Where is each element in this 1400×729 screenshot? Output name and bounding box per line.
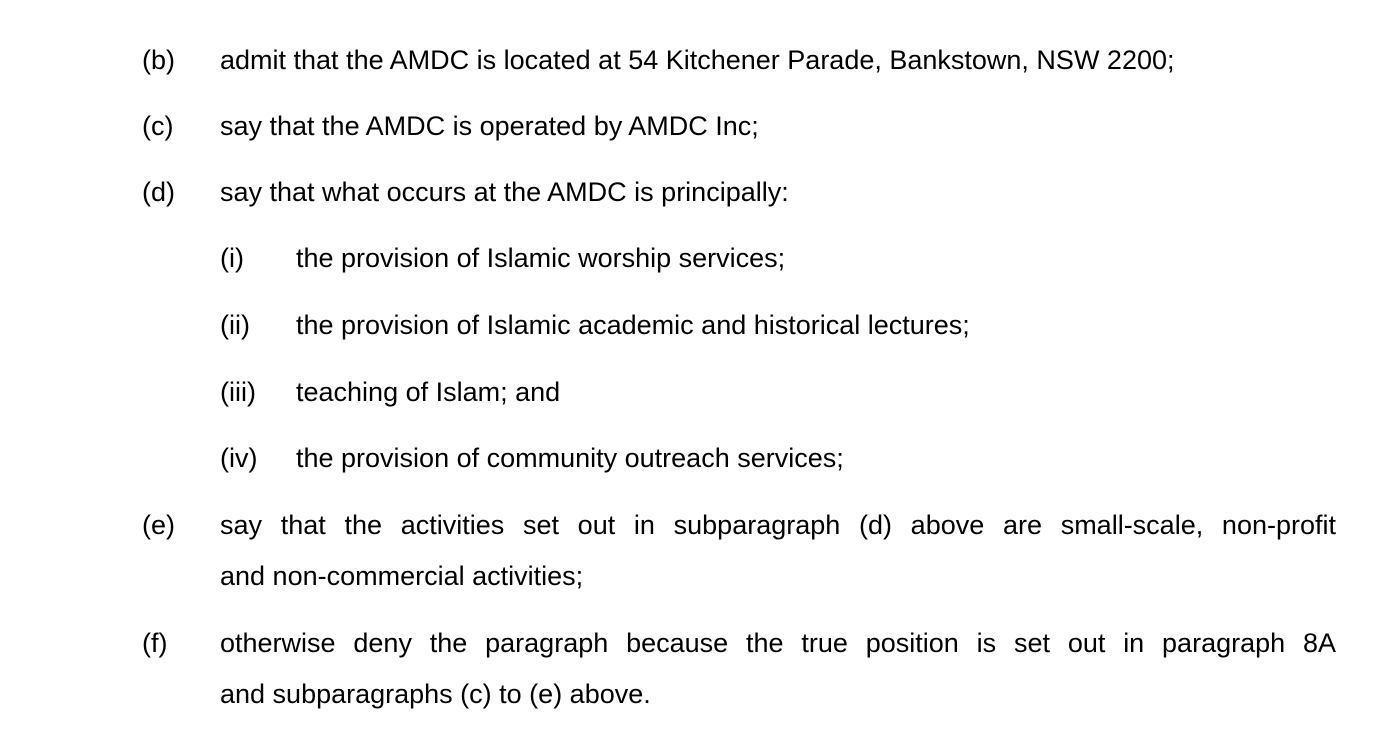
- subitem-iii-label: (iii): [220, 377, 256, 407]
- item-c-text: say that the AMDC is operated by AMDC Inc;: [220, 111, 759, 141]
- subitem-i-text: the provision of Islamic worship services;: [296, 243, 786, 273]
- item-f-line1: otherwise deny the paragraph because the true position is set out in paragraph 8A: [220, 628, 1336, 658]
- item-e-label: (e): [142, 510, 175, 540]
- subitem-ii-text: the provision of Islamic academic and historical lectures;: [296, 310, 970, 340]
- item-e-line1: say that the activities set out in subparagraph (d) above are small-scale, non-profit: [220, 510, 1336, 540]
- item-b-label: (b): [142, 45, 175, 75]
- item-d-label: (d): [142, 177, 175, 207]
- item-b-text: admit that the AMDC is located at 54 Kitchener Parade, Bankstown, NSW 2200;: [220, 45, 1175, 75]
- subitem-ii-label: (ii): [220, 310, 250, 340]
- item-c-label: (c): [142, 111, 174, 141]
- item-e-line2: and non-commercial activities;: [220, 561, 584, 591]
- item-d-text: say that what occurs at the AMDC is principally:: [220, 177, 789, 207]
- subitem-i-label: (i): [220, 243, 244, 273]
- subitem-iv-text: the provision of community outreach services;: [296, 443, 844, 473]
- subitem-iii-text: teaching of Islam; and: [296, 377, 561, 407]
- subitem-iv-label: (iv): [220, 443, 258, 473]
- item-f-line2: and subparagraphs (c) to (e) above.: [220, 679, 651, 709]
- item-f-label: (f): [142, 628, 168, 658]
